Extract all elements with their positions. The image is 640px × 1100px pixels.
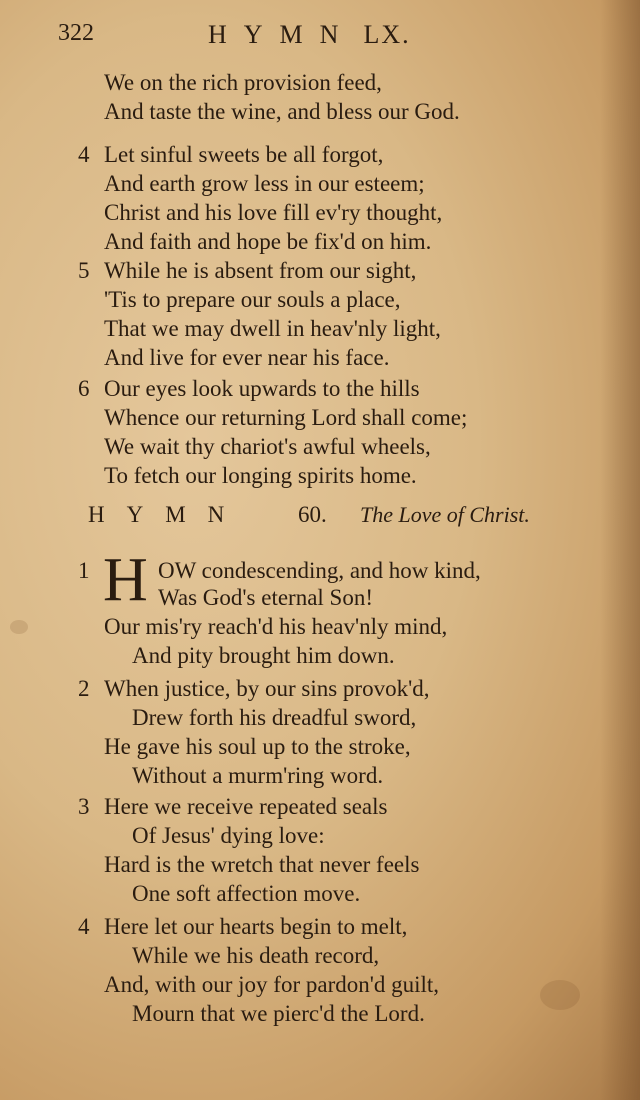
verse-line: We wait thy chariot's awful wheels, [104,434,431,459]
verse-line: Mourn that we pierc'd the Lord. [132,1001,425,1026]
page-header [58,20,618,60]
verse-line: Christ and his love fill ev'ry thought, [104,200,443,225]
running-head-number: LX. [363,20,411,49]
verse-line: Here let our hearts begin to melt, [104,914,408,939]
verse-line: And faith and hope be fix'd on him. [104,229,432,254]
running-head-word: HYMN [208,20,356,49]
verse-line: And earth grow less in our esteem; [104,171,425,196]
verse-line: And pity brought him down. [132,643,395,668]
verse-line: Here we receive repeated seals [104,794,388,819]
verse-line: While we his death record, [132,943,380,968]
hymn-subtitle: The Love of Christ. [360,502,530,527]
verse-line: We on the rich provision feed, [104,70,382,95]
hymn-heading [88,502,588,536]
verse-line: Our eyes look upwards to the hills [104,376,420,401]
page-number: 322 [58,20,94,46]
verse-line: Our mis'ry reach'd his heav'nly mind, [104,614,448,639]
stanza-number: 2 [78,676,90,701]
verse-line: To fetch our longing spirits home. [104,463,417,488]
verse-line: Without a murm'ring word. [132,763,384,788]
verse-line: When justice, by our sins provok'd, [104,676,430,701]
paper-stain [10,620,28,634]
verse-line: And, with our joy for pardon'd guilt, [104,972,440,997]
hymn-heading-word: HYMN [88,502,247,527]
stanza-number: 3 [78,794,90,819]
stanza-number: 6 [78,376,90,401]
verse-line: One soft affection move. [132,881,361,906]
verse-line: Hard is the wretch that never feels [104,852,420,877]
verse-line: OW condescending, and how kind, [158,558,481,583]
verse-line: And live for ever near his face. [104,345,390,370]
verse-line: That we may dwell in heav'nly light, [104,316,441,341]
verse-line: He gave his soul up to the stroke, [104,734,411,759]
verse-line: Was God's eternal Son! [158,585,373,610]
running-head [208,20,411,50]
hymn-number: 60. [298,502,327,527]
verse-line: Whence our returning Lord shall come; [104,405,468,430]
drop-cap: H [103,546,148,614]
verse-line: While he is absent from our sight, [104,258,417,283]
paper-stain [540,980,580,1010]
stanza-number: 4 [78,914,90,939]
stanza-number: 4 [78,142,90,167]
verse-line: And taste the wine, and bless our God. [104,99,460,124]
verse-line: Of Jesus' dying love: [132,823,325,848]
verse-line: 'Tis to prepare our souls a place, [104,287,401,312]
verse-line: Drew forth his dreadful sword, [132,705,417,730]
stanza-number: 1 [78,558,90,583]
verse-line: Let sinful sweets be all forgot, [104,142,384,167]
stanza-number: 5 [78,258,90,283]
